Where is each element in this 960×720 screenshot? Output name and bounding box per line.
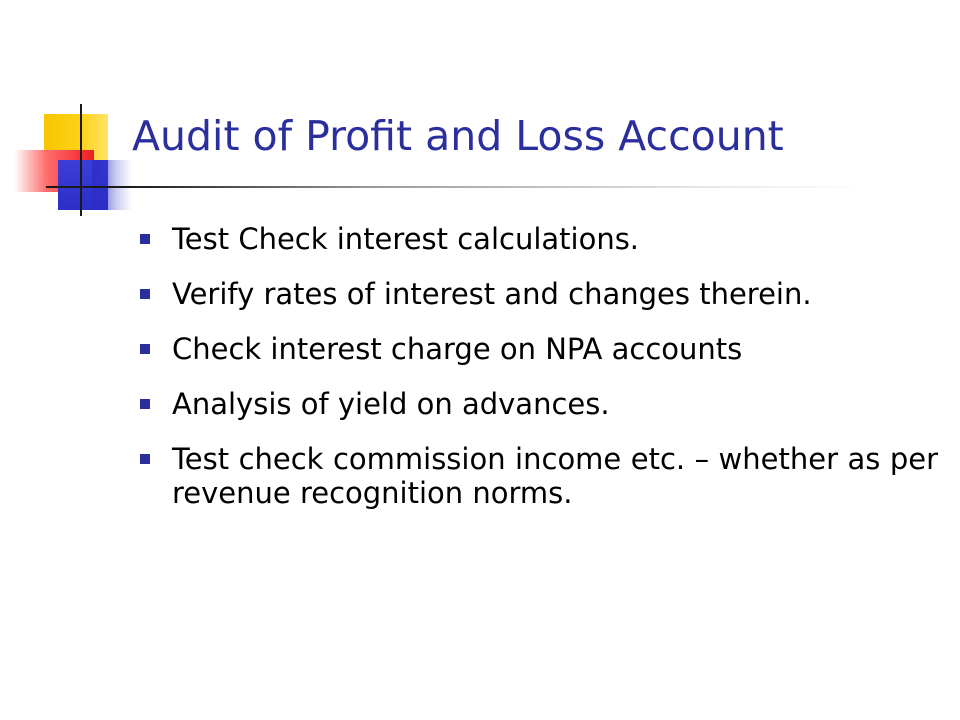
slide-title: Audit of Profit and Loss Account [132, 112, 784, 160]
bullet-text: Test check commission income etc. – whether as per revenue recognition norms. [172, 442, 938, 510]
logo-blue-fade [92, 160, 132, 210]
bullet-item [138, 222, 938, 256]
bullet-text: Verify rates of interest and changes therein. [172, 277, 812, 311]
title-underline [46, 186, 866, 188]
bullet-text: Check interest charge on NPA accounts [172, 332, 743, 366]
square-bullet-icon [140, 399, 150, 409]
bullet-item [138, 442, 938, 510]
bullet-item [138, 277, 938, 311]
square-bullet-icon [140, 454, 150, 464]
square-bullet-icon [140, 344, 150, 354]
bullet-text: Test Check interest calculations. [172, 222, 640, 256]
logo-vertical-line [80, 104, 82, 216]
bullet-item [138, 387, 938, 421]
square-bullet-icon [140, 234, 150, 244]
bullet-item [138, 332, 938, 366]
square-bullet-icon [140, 289, 150, 299]
bullet-list [138, 222, 938, 531]
bullet-text: Analysis of yield on advances. [172, 387, 610, 421]
